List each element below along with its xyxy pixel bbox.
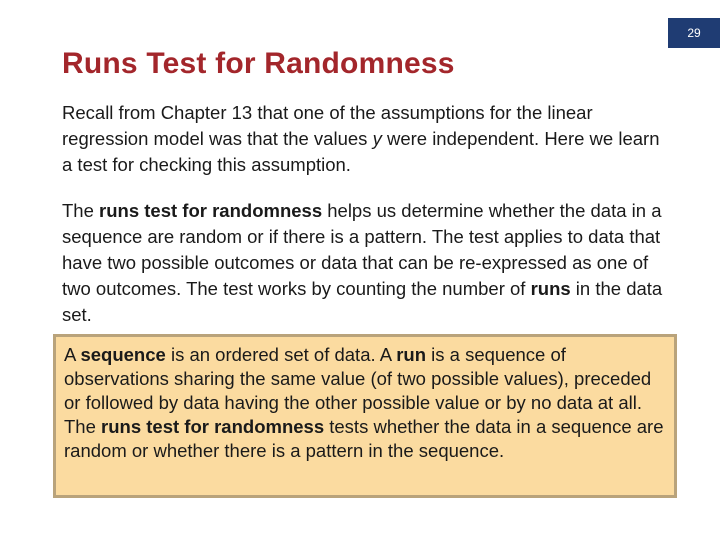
term-runs: runs — [530, 278, 571, 299]
def-text-e: tests whether the data in a sequence are random or whether there is a pattern in the sequence. — [64, 416, 664, 461]
intro-text-b: were independent. Here we learn a test for checking this assumption. — [62, 128, 660, 175]
runs-text-c: helps us determine whether the data in a sequence are random or if there is a pattern. The test applies to data that have two possible outcomes or data that can be re-expressed as one of two outcomes. The test works by counting the number of — [62, 200, 662, 299]
term-runs-test: runs test for randomness — [99, 200, 323, 221]
variable-y: y — [372, 128, 382, 149]
def-text-c: is an ordered set of data. A — [165, 344, 397, 365]
slide-title: Runs Test for Randomness — [62, 47, 455, 80]
page-number: 29 — [687, 26, 701, 40]
definition-paragraph — [64, 343, 664, 463]
term-run: run — [396, 344, 427, 365]
intro-text-a: Recall from Chapter 13 that one of the assumptions for the linear regression model was that the values — [62, 102, 593, 149]
runs-text-d: in the data set. — [62, 278, 663, 325]
definition-callout-box — [53, 334, 677, 498]
def-text-d: is a sequence of observations sharing the same value (of two possible values), preceded or followed by data having the other possible value or by no data at all. The — [64, 344, 652, 437]
term-sequence: sequence — [80, 344, 166, 365]
term-runs-test-callout: runs test for randomness — [101, 416, 325, 437]
def-text-a: A — [64, 344, 81, 365]
page-number-badge — [668, 18, 720, 48]
runs-text-a: The — [62, 200, 100, 221]
intro-paragraph — [62, 100, 672, 178]
runs-test-paragraph — [62, 198, 672, 328]
